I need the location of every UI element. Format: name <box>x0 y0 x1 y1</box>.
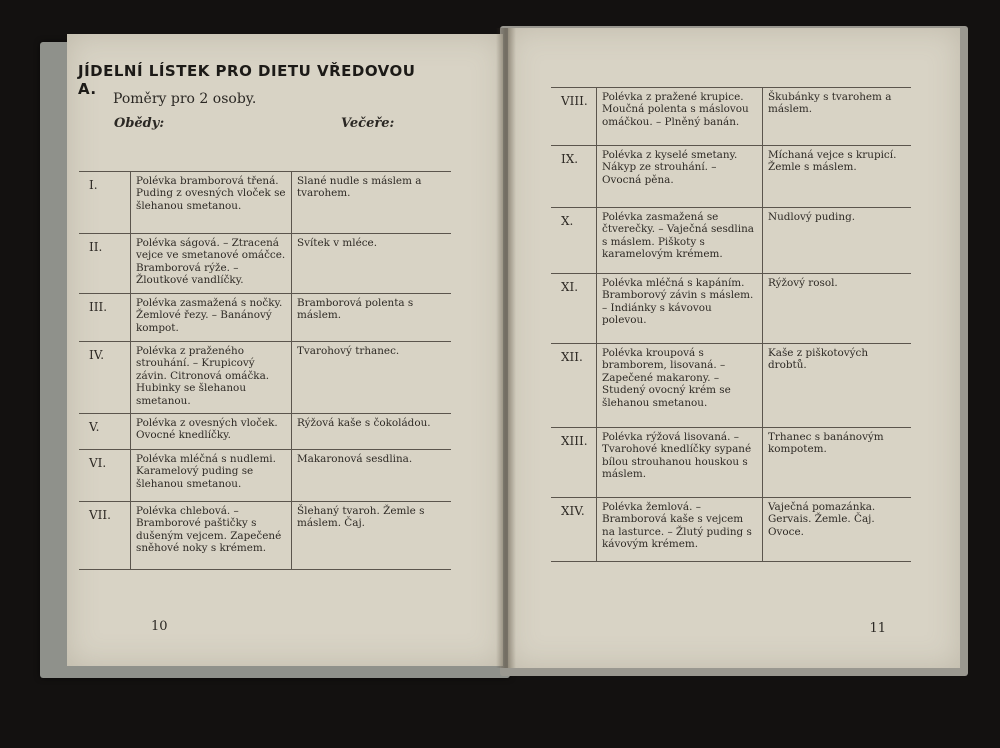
day-number: X. <box>551 208 597 274</box>
menu-row <box>79 172 451 234</box>
dinner-cell: Míchaná vejce s krupicí. Žemle s máslem. <box>768 149 897 174</box>
dinner-cell: Nudlový puding. <box>768 211 856 223</box>
lunch-cell: Polévka žemlová. – Bramborová kaše s vejcem na lasturce. – Žlutý puding s kávovým krémem. <box>597 498 763 562</box>
page-number-left: 10 <box>151 619 168 634</box>
lunch-cell: Polévka z ovesných vloček. Ovocné knedlíčky. <box>131 414 292 450</box>
menu-row <box>79 342 451 414</box>
menu-row <box>551 498 911 562</box>
day-number: VII. <box>79 502 131 570</box>
dinner-cell: Slané nudle s máslem a tvarohem. <box>297 175 422 200</box>
day-number: XIV. <box>551 498 597 562</box>
menu-row <box>551 208 911 274</box>
menu-row <box>551 428 911 498</box>
lunch-cell: Polévka bramborová třená. Puding z ovesných vloček se šlehanou smetanou. <box>131 172 292 234</box>
menu-row <box>79 234 451 294</box>
day-number: V. <box>79 414 131 450</box>
lunch-cell: Polévka chlebová. – Bramborové paštičky s dušeným vejcem. Zapečené sněhové noky s krémem. <box>131 502 292 570</box>
day-number: XI. <box>551 274 597 344</box>
lunch-cell: Polévka mléčná s kapáním. Bramborový závin s máslem. – Indiánky s kávovou polevou. <box>597 274 763 344</box>
dinner-cell: Tvarohový trhanec. <box>297 345 400 357</box>
lunch-cell: Polévka ságová. – Ztracená vejce ve smetanové omáčce. Bramborová rýže. – Žloutkové vandlíčky. <box>131 234 292 294</box>
menu-row <box>79 294 451 342</box>
menu-title: JÍDELNÍ LÍSTEK PRO DIETU VŘEDOVOU A. <box>78 62 416 98</box>
dinner-column-heading: Večeře: <box>341 116 395 131</box>
dinner-cell: Vaječná pomazánka. Gervais. Žemle. Čaj. Ovoce. <box>768 501 876 538</box>
day-number: XII. <box>551 344 597 428</box>
menu-row <box>79 414 451 450</box>
day-number: VIII. <box>551 88 597 146</box>
day-number: IX. <box>551 146 597 208</box>
dinner-cell: Bramborová polenta s máslem. <box>297 297 414 322</box>
left-page <box>67 34 503 666</box>
menu-row <box>551 344 911 428</box>
day-number: III. <box>79 294 131 342</box>
day-number: XIII. <box>551 428 597 498</box>
dinner-cell: Trhanec s banánovým kompotem. <box>768 431 884 456</box>
day-number: II. <box>79 234 131 294</box>
lunch-cell: Polévka kroupová s bramborem, lisovaná. – Zapečené makarony. – Studený ovocný krém se šlehanou smetanou. <box>597 344 763 428</box>
menu-table-right <box>551 87 911 562</box>
menu-row <box>551 146 911 208</box>
dinner-cell: Makaronová sesdlina. <box>297 453 413 466</box>
portion-note: Poměry pro 2 osoby. <box>113 91 257 107</box>
page-number-right: 11 <box>869 621 886 636</box>
lunch-cell: Polévka z praženého strouhání. – Krupicový závin. Citronová omáčka. Hubinky se šlehanou smetanou. <box>131 342 292 414</box>
dinner-cell: Škubánky s tvarohem a máslem. <box>768 91 892 116</box>
dinner-cell: Rýžový rosol. <box>768 277 838 289</box>
menu-row <box>551 88 911 146</box>
lunch-cell: Polévka z pražené krupice. Moučná polenta s máslovou omáčkou. – Plněný banán. <box>597 88 763 146</box>
lunch-column-heading: Obědy: <box>114 116 165 131</box>
dinner-cell: Svítek v mléce. <box>297 237 378 249</box>
lunch-cell: Polévka z kyselé smetany. Nákyp ze strouhání. – Ovocná pěna. <box>597 146 763 208</box>
menu-row <box>79 450 451 502</box>
dinner-cell: Kaše z piškotových drobtů. <box>768 347 869 372</box>
day-number: IV. <box>79 342 131 414</box>
menu-table-left <box>79 171 451 570</box>
lunch-cell: Polévka rýžová lisovaná. – Tvarohové knedlíčky sypané bílou strouhanou houskou s máslem. <box>597 428 763 498</box>
menu-row <box>551 274 911 344</box>
menu-row <box>79 502 451 570</box>
day-number: I. <box>79 172 131 234</box>
right-page <box>508 28 960 668</box>
book-gutter <box>496 28 516 668</box>
lunch-cell: Polévka mléčná s nudlemi. Karamelový puding se šlehanou smetanou. <box>131 450 292 502</box>
dinner-cell: Rýžová kaše s čokoládou. <box>297 417 431 430</box>
dinner-cell: Šlehaný tvaroh. Žemle s máslem. Čaj. <box>297 505 425 530</box>
day-number: VI. <box>79 450 131 502</box>
lunch-cell: Polévka zasmažená s nočky. Žemlové řezy. – Banánový kompot. <box>131 294 292 342</box>
lunch-cell: Polévka zasmažená se čtverečky. – Vaječná sesdlina s máslem. Piškoty s karamelovým krémem. <box>597 208 763 274</box>
